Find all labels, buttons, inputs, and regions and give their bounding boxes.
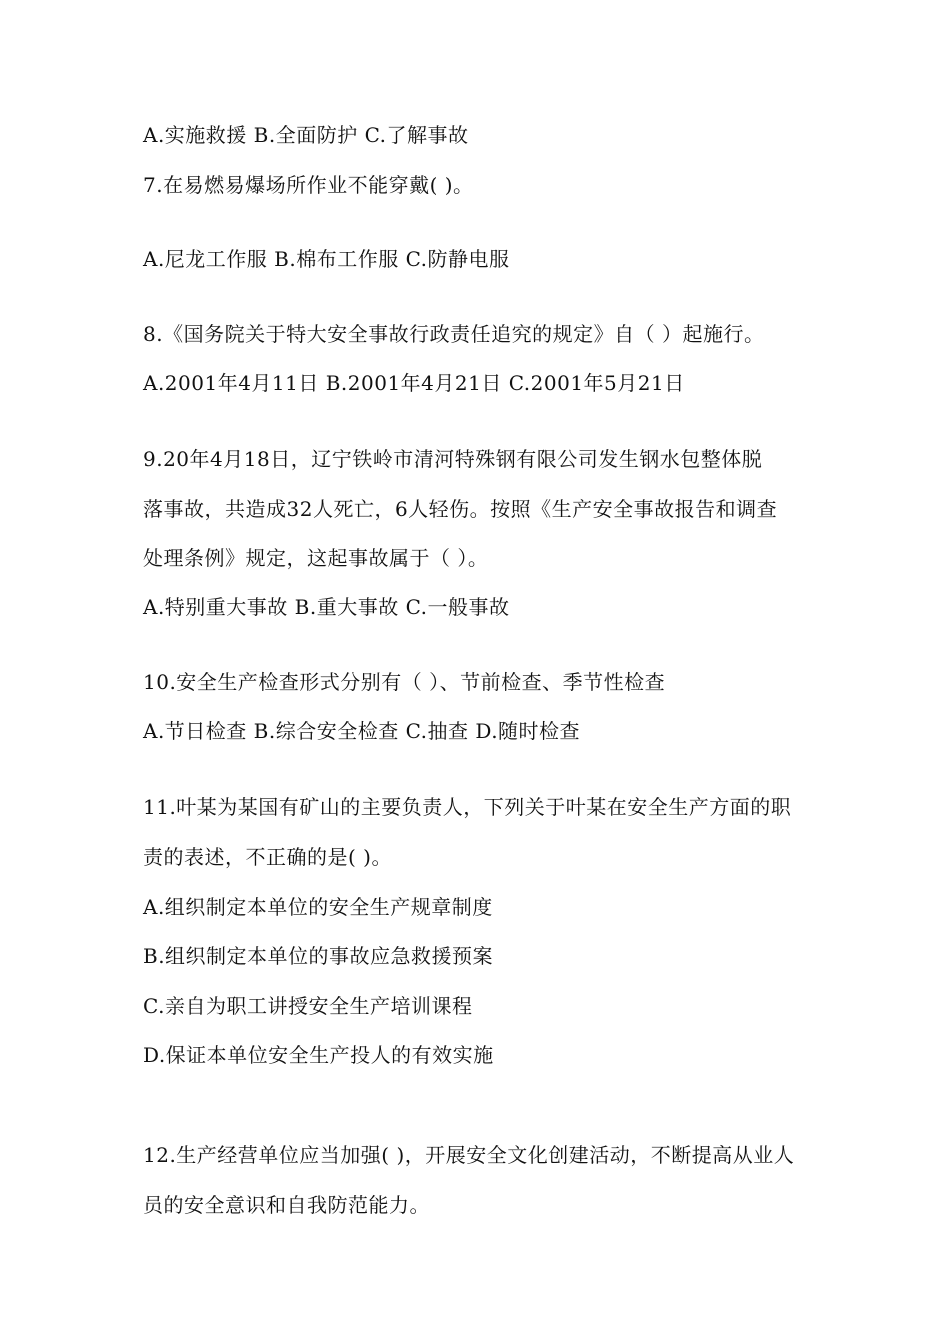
q11-question-line-2: 责的表述，不正确的是( )。: [143, 845, 392, 869]
q11-option-b: B.组织制定本单位的事故应急救援预案: [143, 944, 494, 968]
q7-options: A.尼龙工作服 B.棉布工作服 C.防静电服: [143, 247, 510, 271]
q11-option-d: D.保证本单位安全生产投人的有效实施: [143, 1043, 494, 1067]
q12-question-line-2: 员的安全意识和自我防范能力。: [143, 1193, 430, 1217]
q10-options: A.节日检查 B.综合安全检查 C.抽查 D.随时检查: [143, 719, 581, 743]
q11-option-a: A.组织制定本单位的安全生产规章制度: [143, 895, 493, 919]
q12-question-line-1: 12.生产经营单位应当加强( )，开展安全文化创建活动，不断提高从业人: [143, 1143, 795, 1167]
q10-question: 10.安全生产检查形式分别有（ ）、节前检查、季节性检查: [143, 670, 666, 694]
q11-question-line-1: 11.叶某为某国有矿山的主要负责人，下列关于叶某在安全生产方面的职: [143, 795, 792, 819]
q6-options: A.实施救援 B.全面防护 C.了解事故: [143, 123, 469, 147]
q9-question-line-3: 处理条例》规定，这起事故属于（ ）。: [143, 546, 489, 570]
q8-options: A.2001年4月11日 B.2001年4月21日 C.2001年5月21日: [143, 371, 685, 395]
q9-options: A.特别重大事故 B.重大事故 C.一般事故: [143, 595, 510, 619]
q9-question-line-1: 9.20年4月18日，辽宁铁岭市清河特殊钢有限公司发生钢水包整体脱: [143, 447, 763, 471]
q7-question: 7.在易燃易爆场所作业不能穿戴( )。: [143, 173, 474, 197]
q9-question-line-2: 落事故，共造成32人死亡，6人轻伤。按照《生产安全事故报告和调查: [143, 497, 778, 521]
q11-option-c: C.亲自为职工讲授安全生产培训课程: [143, 994, 473, 1018]
q8-question: 8.《国务院关于特大安全事故行政责任追究的规定》自（ ）起施行。: [143, 322, 765, 346]
